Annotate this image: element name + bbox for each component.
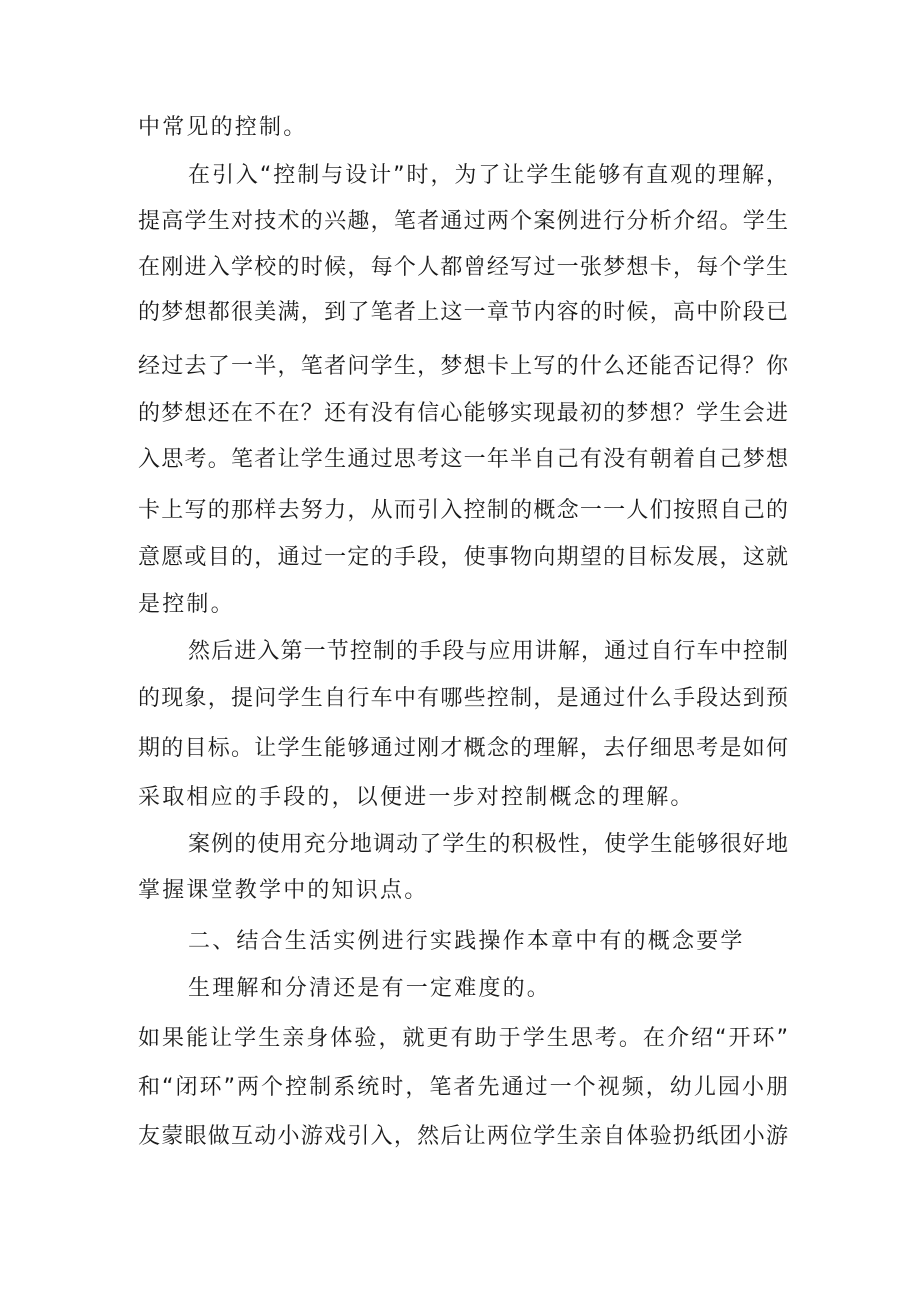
text-line: 的梦想都很美满，到了笔者上这一章节内容的时候，高中阶段已 bbox=[138, 300, 788, 325]
text-line: 是控制。 bbox=[138, 592, 235, 617]
paragraph-start-line: 在引入“控制与设计”时，为了让学生能够有直观的理解， bbox=[188, 163, 788, 188]
text-line: 意愿或目的，通过一定的手段，使事物向期望的目标发展，这就 bbox=[138, 545, 788, 570]
paragraph-start-line: 然后进入第一节控制的手段与应用讲解，通过自行车中控制 bbox=[188, 639, 788, 664]
text-line: 经过去了一半，笔者问学生，梦想卡上写的什么还能否记得？你 bbox=[138, 354, 788, 379]
text-line: 的现象，提问学生自行车中有哪些控制，是通过什么手段达到预 bbox=[138, 686, 788, 711]
text-line: 提高学生对技术的兴趣，笔者通过两个案例进行分析介绍。学生 bbox=[138, 209, 788, 234]
text-line: 卡上写的那样去努力，从而引入控制的概念一一人们按照自己的 bbox=[138, 498, 788, 523]
text-line: 在刚进入学校的时候，每个人都曾经写过一张梦想卡，每个学生 bbox=[138, 255, 788, 280]
text-line: 掌握课堂教学中的知识点。 bbox=[138, 878, 429, 903]
text-line: 友蒙眼做互动小游戏引入，然后让两位学生亲自体验扔纸团小游 bbox=[138, 1124, 788, 1149]
text-line: 的梦想还在不在？还有没有信心能够实现最初的梦想？学生会进 bbox=[138, 401, 788, 426]
section-heading-line: 二、结合生活实例进行实践操作本章中有的概念要学 bbox=[188, 929, 745, 954]
text-line: 生理解和分清还是有一定难度的。 bbox=[188, 976, 552, 1001]
text-line: 和“闭环”两个控制系统时，笔者先通过一个视频，幼儿园小朋 bbox=[138, 1075, 788, 1100]
text-line: 如果能让学生亲身体验，就更有助于学生思考。在介绍“开环” bbox=[138, 1026, 788, 1051]
paragraph-start-line: 案例的使用充分地调动了学生的积极性，使学生能够很好地 bbox=[188, 832, 788, 857]
text-line: 采取相应的手段的，以便进一步对控制概念的理解。 bbox=[138, 785, 695, 810]
text-line: 中常见的控制。 bbox=[138, 115, 308, 140]
text-line: 期的目标。让学生能够通过刚才概念的理解，去仔细思考是如何 bbox=[138, 736, 788, 761]
text-line: 入思考。笔者让学生通过思考这一年半自己有没有朝着自己梦想 bbox=[138, 447, 788, 472]
